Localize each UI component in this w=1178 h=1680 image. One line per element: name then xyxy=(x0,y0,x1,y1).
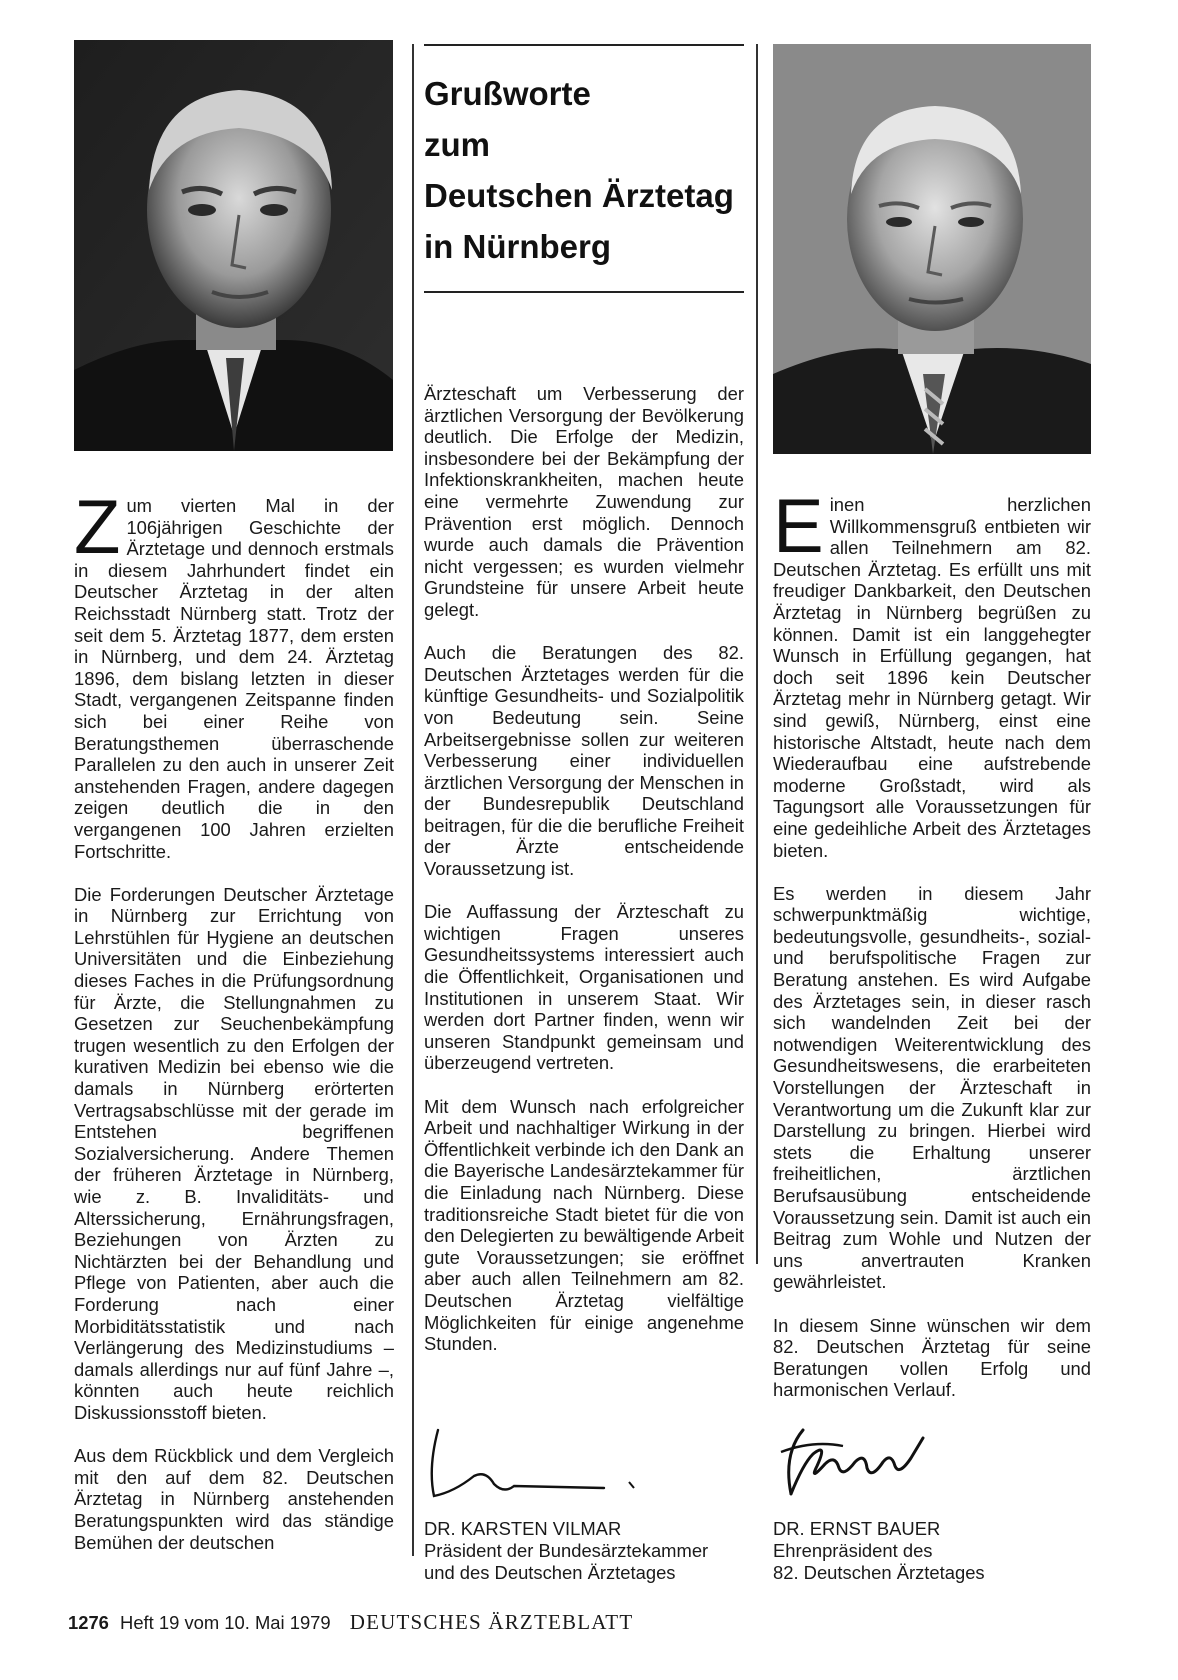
signer-role: Ehrenpräsident des xyxy=(773,1540,933,1561)
paragraph xyxy=(773,484,1091,861)
headline-line: zum xyxy=(424,126,490,163)
portrait-photo-vilmar xyxy=(74,40,393,451)
paragraph: Auch die Beratungen des 82. Deutschen Ärztetages werden für die künftige Gesundheits- und Sozialpolitik von Bedeutung sein. Seine Arbeitsergebnisse sollen zur weiteren Verbesserung einer individuellen ärztlichen Versorgung der Menschen in der Bundesrepublik Deutschland beitragen, für die die berufliche Freiheit der Ärzte entscheidende Voraussetzung ist. xyxy=(424,642,744,880)
portrait-photo-bauer xyxy=(773,44,1091,454)
signer-block-vilmar xyxy=(424,1518,708,1584)
headline-bottom-rule xyxy=(424,291,744,293)
page-footer xyxy=(68,1610,633,1635)
dropcap: E xyxy=(773,484,824,569)
headline-line: in Nürnberg xyxy=(424,228,611,265)
paragraph: Ärzteschaft um Verbesserung der ärztlichen Versorgung der Bevölkerung deutlich. Die Erfolge der Medizin, insbesondere bei der Bekämpfung der Infektionskrankheiten, machen heute eine vermehrte Zuwendung zur Prävention erst möglich. Dennoch wurde auch damals die Prävention nicht vergessen; es wurden vielmehr Grundsteine für unsere Arbeit heute gelegt. xyxy=(424,383,744,620)
left-column-text xyxy=(74,485,394,1553)
dropcap: Z xyxy=(74,485,121,570)
signature-bauer xyxy=(773,1424,943,1504)
headline-line: Grußworte xyxy=(424,75,591,112)
middle-column-text xyxy=(424,383,744,1355)
paragraph: In diesem Sinne wünschen wir dem 82. Deutschen Ärztetag für seine Beratungen vollen Erfolg und harmonischen Verlauf. xyxy=(773,1314,1091,1401)
signer-role: Präsident der Bundesärztekammer xyxy=(424,1540,709,1561)
page-number: 1276 xyxy=(68,1612,109,1633)
article-headline xyxy=(424,68,744,272)
paragraph: Aus dem Rückblick und dem Vergleich mit den auf dem 82. Deutschen Ärztetag in Nürnberg anstehenden Beratungspunkten wird das ständige Bemühen der deutschen xyxy=(74,1445,394,1553)
issue-info: Heft 19 vom 10. Mai 1979 xyxy=(120,1612,331,1633)
paragraph: Die Forderungen Deutscher Ärztetage in Nürnberg zur Errichtung von Lehrstühlen für Hygiene an deutschen Universitäten und die Einbeziehung dieses Faches in die Prüfungsordnung für Ärzte, die Stellungnahmen zu Gesetzen zur Seuchenbekämpfung trugen wesentlich zu den Erfolgen der kurativen Medizin bei ebenso wie die damals in Nürnberg erörterten Vertragsabschlüsse mit der gerade im Entstehen begriffenen Sozialversicherung. Andere Themen der früheren Ärztetage in Nürnberg, wie z. B. Invaliditäts- und Alterssicherung, Ernährungsfragen, Beziehungen von Ärzten zu Nichtärzten bei der Behandlung und Pflege von Patienten, aber auch die Forderung nach einer Morbiditätsstatistik und nach Verlängerung des Medizinstudiums – damals allerdings nur auf fünf Jahre –, könnten auch heute reichlich Diskussionsstoff bieten. xyxy=(74,883,394,1423)
signer-role: und des Deutschen Ärztetages xyxy=(424,1562,676,1583)
signer-name: DR. KARSTEN VILMAR xyxy=(424,1518,622,1539)
paragraph: Die Auffassung der Ärzteschaft zu wichtigen Fragen unseres Gesundheitssystems interessiert auch die Öffentlichkeit, Organisationen und Institutionen in unserem Staat. Wir werden dort Partner finden, wenn wir unseren Standpunkt gemeinsam und überzeugend vertreten. xyxy=(424,901,744,1074)
paragraph: Es werden in diesem Jahr schwerpunktmäßig wichtige, bedeutungsvolle, gesundheits-, sozial- und berufspolitische Fragen zur Beratung anstehen. Es wird Aufgabe des Ärztetages sein, in dieser rasch sich wandelnden Zeit bei der notwendigen Weiterentwicklung des Gesundheitswesens, die erarbeiteten Vorstellungen der Ärzteschaft in Verantwortung um die Zukunft klar zur Darstellung zu bringen. Hierbei wird stets die Erhaltung unserer freiheitlichen, ärztlichen Berufsausübung entscheidende Voraussetzung sein. Damit ist auch ein Beitrag zum Wohle und Nutzen der uns anvertrauten Kranken gewährleistet. xyxy=(773,882,1091,1293)
headline-top-rule xyxy=(424,44,744,46)
headline-line: Deutschen Ärztetag xyxy=(424,177,734,214)
paragraph xyxy=(74,485,394,862)
column-divider-left xyxy=(412,44,414,1556)
signer-role: 82. Deutschen Ärztetages xyxy=(773,1562,985,1583)
column-divider-right xyxy=(756,44,758,1264)
signer-name: DR. ERNST BAUER xyxy=(773,1518,941,1539)
paragraph-text: um vierten Mal in der 106jährigen Geschichte der Ärztetage und dennoch erstmals in diesem Jahrhundert findet ein Deutscher Ärztetag in der alten Reichsstadt Nürnberg statt. Trotz der seit dem 5. Ärztetag 1877, dem ersten in Nürnberg, und dem 24. Ärztetag 1896, dem bislang letzten in dieser Stadt, vergangenen Zeitspanne finden sich bei einer Reihe von Beratungsthemen überraschende Parallelen zu den auch in unserer Zeit anstehenden Fragen, andere dagegen zeigen deutlich die in den vergangenen 100 Jahren erzielten Fortschritte. xyxy=(74,495,394,862)
paragraph: Mit dem Wunsch nach erfolgreicher Arbeit und nachhaltiger Wirkung in der Öffentlichkeit verbinde ich den Dank an die Bayerische Landesärztekammer für die Einladung nach Nürnberg. Diese traditionsreiche Stadt bietet für die von den Delegierten zu bewältigende Arbeit gute Voraussetzungen; sie eröffnet aber auch allen Teilnehmern am 82. Deutschen Ärztetag vielfältige Möglichkeiten für einige angenehme Stunden. xyxy=(424,1095,745,1355)
signature-vilmar xyxy=(424,1418,664,1508)
paragraph-text: inen herzlichen Willkommensgruß entbieten wir allen Teilnehmern am 82. Deutschen Ärztetag. Es erfüllt uns mit freudiger Dankbarkeit, den Deutschen Ärztetag in Nürnberg begrüßen zu können. Damit ist ein langgehegter Wunsch in Erfüllung gegangen, hat doch seit 1896 kein Deutscher Ärztetag mehr in Nürnberg getagt. Wir sind gewiß, Nürnberg, einst eine historische Altstadt, heute nach dem Wiederaufbau eine aufstrebende moderne Großstadt, wird als Tagungsort alle Voraussetzungen für eine gedeihliche Arbeit des Ärztetages bieten. xyxy=(773,494,1091,861)
signer-block-bauer xyxy=(773,1518,985,1584)
journal-name: DEUTSCHES ÄRZTEBLATT xyxy=(349,1610,634,1634)
right-column-text xyxy=(773,484,1091,1401)
